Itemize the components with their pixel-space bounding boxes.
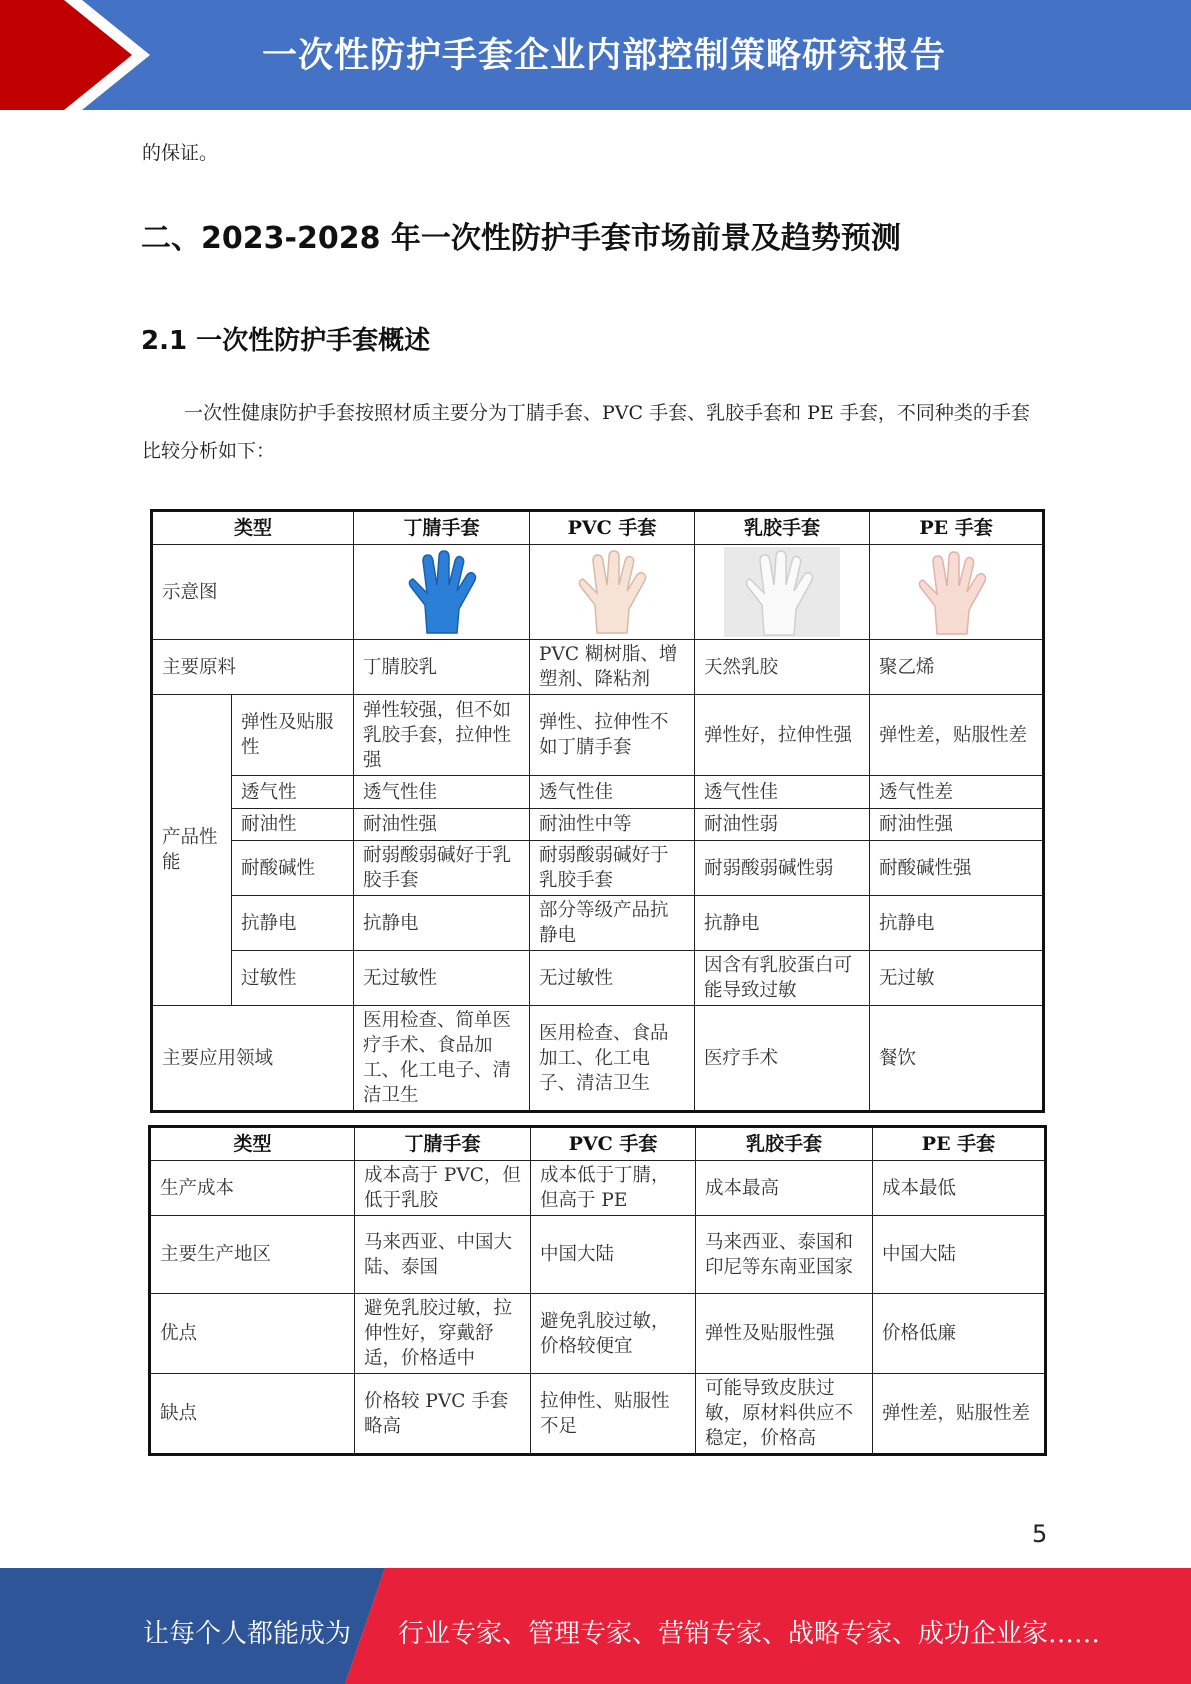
subsection-heading: 2.1 一次性防护手套概述 xyxy=(141,326,431,356)
table-cell: 成本低于丁腈，但高于 PE xyxy=(531,1161,696,1216)
table-row xyxy=(152,640,1044,695)
page-number: 5 xyxy=(1032,1520,1048,1548)
transparent-pe-glove-icon xyxy=(901,548,1011,636)
table-cell: 成本高于 PVC，但低于乳胶 xyxy=(355,1161,531,1216)
table-cell: 耐弱酸弱碱好于乳胶手套 xyxy=(530,841,695,896)
table-cell: 价格低廉 xyxy=(873,1294,1046,1374)
table-cell: 中国大陆 xyxy=(873,1216,1046,1294)
table-cell: 医疗手术 xyxy=(695,1006,870,1112)
table-cell: 弹性、拉伸性不如丁腈手套 xyxy=(530,695,695,776)
table-row xyxy=(152,951,1044,1006)
table-cell: 无过敏性 xyxy=(354,951,530,1006)
table-cell: 中国大陆 xyxy=(531,1216,696,1294)
table-cell: 成本最高 xyxy=(696,1161,873,1216)
glove-image-cell xyxy=(354,545,530,640)
clear-pvc-glove-icon xyxy=(567,549,657,635)
table-cell: 医用检查、食品加工、化工电子、清洁卫生 xyxy=(530,1006,695,1112)
glove-comparison-table-2 xyxy=(148,1125,1047,1456)
table-cell: 拉伸性、贴服性不足 xyxy=(531,1374,696,1455)
table-cell: 耐油性强 xyxy=(870,809,1044,841)
table-row xyxy=(150,1216,1046,1294)
table-cell: 无过敏 xyxy=(870,951,1044,1006)
table-row xyxy=(152,776,1044,809)
page-header xyxy=(0,0,1191,110)
table-row xyxy=(150,1161,1046,1216)
section-heading: 二、2023-2028 年一次性防护手套市场前景及趋势预测 xyxy=(141,221,901,256)
header-cell: 丁腈手套 xyxy=(354,511,530,545)
table-cell: 因含有乳胶蛋白可能导致过敏 xyxy=(695,951,870,1006)
table-cell: 耐油性中等 xyxy=(530,809,695,841)
table-cell: 成本最低 xyxy=(873,1161,1046,1216)
table-cell: 抗静电 xyxy=(870,896,1044,951)
table-cell: 聚乙烯 xyxy=(870,640,1044,695)
table-cell: 抗静电 xyxy=(695,896,870,951)
table-cell: 弹性及贴服性强 xyxy=(696,1294,873,1374)
row-label: 透气性 xyxy=(232,776,354,809)
row-label: 缺点 xyxy=(150,1374,355,1455)
glove-image-cell xyxy=(870,545,1044,640)
glove-comparison-table-1 xyxy=(150,509,1045,1113)
table-cell: 无过敏性 xyxy=(530,951,695,1006)
intro-paragraph: 一次性健康防护手套按照材质主要分为丁腈手套、PVC 手套、乳胶手套和 PE 手套，不同种类的手套比较分析如下： xyxy=(142,402,1030,462)
row-label: 优点 xyxy=(150,1294,355,1374)
table-row xyxy=(152,809,1044,841)
table-cell: 透气性佳 xyxy=(354,776,530,809)
table-cell: 耐酸碱性强 xyxy=(870,841,1044,896)
table-cell: 避免乳胶过敏，拉伸性好，穿戴舒适，价格适中 xyxy=(355,1294,531,1374)
report-title: 一次性防护手套企业内部控制策略研究报告 xyxy=(262,36,947,76)
header-cell: 丁腈手套 xyxy=(355,1127,531,1161)
header-cell: PE 手套 xyxy=(870,511,1044,545)
table-row xyxy=(152,545,1044,640)
table-cell: 弹性好，拉伸性强 xyxy=(695,695,870,776)
table-cell: 价格较 PVC 手套略高 xyxy=(355,1374,531,1455)
header-cell: 乳胶手套 xyxy=(695,511,870,545)
table-cell: 马来西亚、中国大陆、泰国 xyxy=(355,1216,531,1294)
table-cell: 透气性佳 xyxy=(695,776,870,809)
lead-text: 的保证。 xyxy=(142,142,219,164)
table-row xyxy=(152,1006,1044,1112)
row-label: 主要生产地区 xyxy=(150,1216,355,1294)
row-label: 主要原料 xyxy=(152,640,354,695)
table-row xyxy=(150,1294,1046,1374)
table-row xyxy=(152,695,1044,776)
table-row xyxy=(150,1374,1046,1455)
table-cell: 耐弱酸弱碱性弱 xyxy=(695,841,870,896)
table-cell: 餐饮 xyxy=(870,1006,1044,1112)
glove-image-cell xyxy=(695,545,870,640)
header-cell: PE 手套 xyxy=(873,1127,1046,1161)
table-cell: 可能导致皮肤过敏，原材料供应不稳定，价格高 xyxy=(696,1374,873,1455)
page-footer xyxy=(0,1568,1191,1684)
table-cell: 耐油性弱 xyxy=(695,809,870,841)
header-cell: 乳胶手套 xyxy=(696,1127,873,1161)
row-label: 耐油性 xyxy=(232,809,354,841)
table-cell: 弹性差，贴服性差 xyxy=(873,1374,1046,1455)
table-cell: PVC 糊树脂、增塑剂、降粘剂 xyxy=(530,640,695,695)
table-cell: 天然乳胶 xyxy=(695,640,870,695)
row-label: 主要应用领域 xyxy=(152,1006,354,1112)
table-row xyxy=(152,841,1044,896)
row-label: 抗静电 xyxy=(232,896,354,951)
table-header-row xyxy=(152,511,1044,545)
table-cell: 耐弱酸弱碱好于乳胶手套 xyxy=(354,841,530,896)
header-cell: 类型 xyxy=(152,511,354,545)
table-cell: 医用检查、简单医疗手术、食品加工、化工电子、清洁卫生 xyxy=(354,1006,530,1112)
row-label: 弹性及贴服性 xyxy=(232,695,354,776)
table-row xyxy=(152,896,1044,951)
header-cell: 类型 xyxy=(150,1127,355,1161)
blue-nitrile-glove-icon xyxy=(397,549,487,635)
table-cell: 透气性佳 xyxy=(530,776,695,809)
header-cell: PVC 手套 xyxy=(530,511,695,545)
row-group-label: 产品性能 xyxy=(152,695,232,1006)
table-cell: 透气性差 xyxy=(870,776,1044,809)
white-latex-glove-icon xyxy=(724,547,840,637)
header-cell: PVC 手套 xyxy=(531,1127,696,1161)
footer-slogan-left: 让每个人都能成为 xyxy=(143,1619,352,1649)
table-header-row xyxy=(150,1127,1046,1161)
row-label: 耐酸碱性 xyxy=(232,841,354,896)
footer-slogan-right: 行业专家、管理专家、营销专家、战略专家、成功企业家…… xyxy=(398,1619,1101,1649)
table-cell: 部分等级产品抗静电 xyxy=(530,896,695,951)
table-cell: 马来西亚、泰国和印尼等东南亚国家 xyxy=(696,1216,873,1294)
row-label: 过敏性 xyxy=(232,951,354,1006)
table-cell: 丁腈胶乳 xyxy=(354,640,530,695)
table-cell: 弹性差，贴服性差 xyxy=(870,695,1044,776)
table-cell: 抗静电 xyxy=(354,896,530,951)
glove-image-cell xyxy=(530,545,695,640)
row-label: 示意图 xyxy=(152,545,354,640)
table-cell: 耐油性强 xyxy=(354,809,530,841)
row-label: 生产成本 xyxy=(150,1161,355,1216)
table-cell: 弹性较强，但不如乳胶手套，拉伸性强 xyxy=(354,695,530,776)
table-cell: 避免乳胶过敏，价格较便宜 xyxy=(531,1294,696,1374)
